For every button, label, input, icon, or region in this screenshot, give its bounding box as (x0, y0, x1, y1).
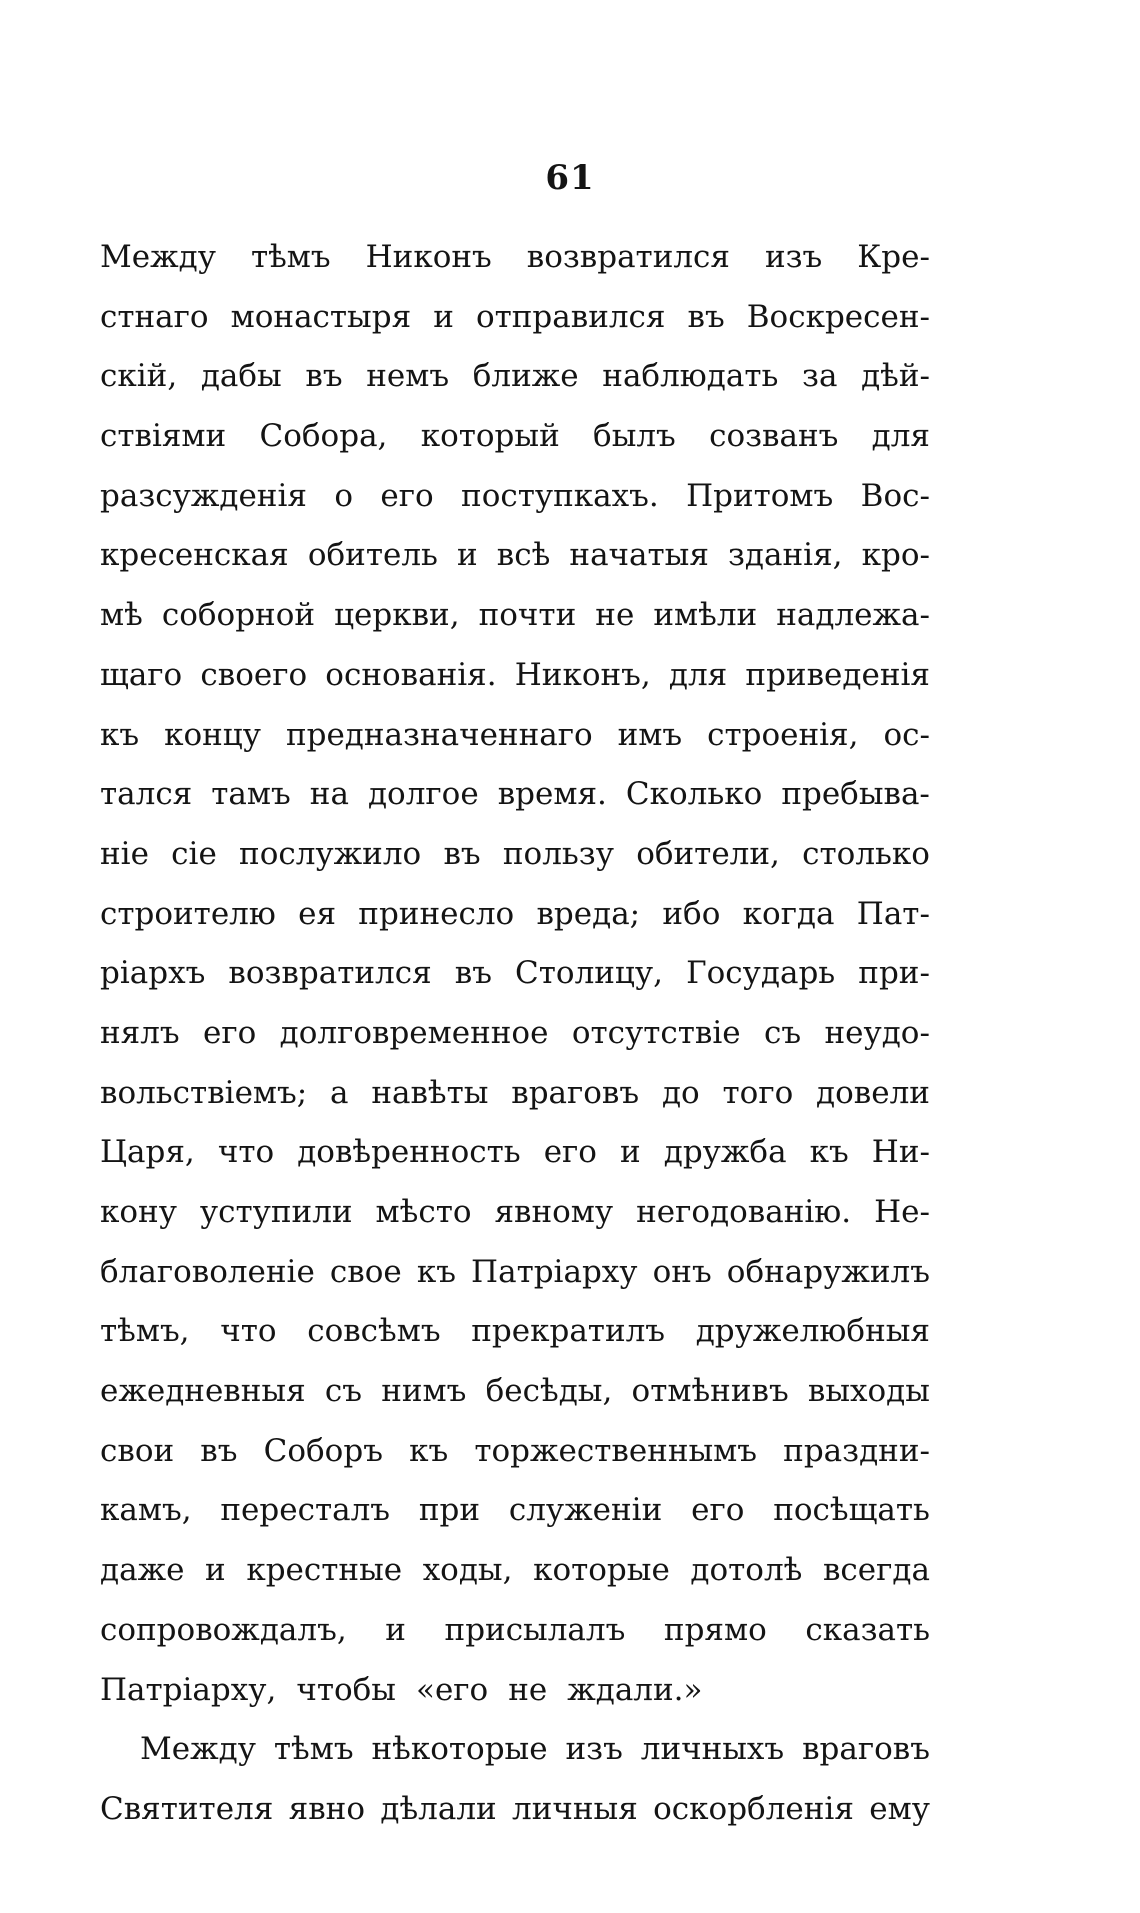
word: всѣ (496, 537, 551, 574)
word: сказать (805, 1611, 930, 1648)
word: своего (200, 656, 308, 693)
word: строенія, (707, 716, 859, 753)
word: бесѣды, (485, 1373, 613, 1410)
word: долговременное (279, 1014, 549, 1051)
word: навѣты (371, 1074, 489, 1111)
word: довѣренность (297, 1134, 521, 1171)
word: былъ (593, 418, 676, 455)
word: выходы (807, 1373, 930, 1410)
word: его (380, 477, 434, 514)
word: ходы, (422, 1552, 513, 1589)
word: возвратился (228, 955, 432, 992)
word: пребыва- (781, 776, 930, 813)
word: поступкахъ. (461, 477, 659, 514)
word: ствіями (100, 418, 227, 455)
word: праздни- (783, 1432, 930, 1469)
word: чтобы (296, 1671, 396, 1708)
word: надлежа- (776, 597, 930, 634)
word: Пат- (856, 895, 930, 932)
word: ибо (662, 895, 721, 932)
word: начатыя (569, 537, 709, 574)
word: отмѣнивъ (631, 1373, 789, 1410)
word: уступили (199, 1194, 353, 1230)
body-text (100, 228, 930, 1840)
word: оскорбленія (653, 1790, 854, 1827)
text-line (100, 706, 930, 766)
word: Столицу, (515, 955, 663, 992)
word: ближе (472, 358, 579, 395)
word: Никонъ, (514, 656, 651, 693)
word: ніе (100, 835, 149, 872)
word: враговъ (802, 1731, 930, 1768)
word: предназначеннаго (285, 716, 593, 753)
text-line (100, 1362, 930, 1422)
word: зданія, (728, 537, 843, 574)
text-line (100, 1541, 930, 1601)
word: почти (478, 597, 577, 634)
word: сопровождалъ, (100, 1611, 347, 1648)
word: служеніи (508, 1492, 663, 1529)
word: Между (100, 239, 216, 275)
word: негодованію. (636, 1194, 852, 1230)
word: къ (409, 1432, 449, 1469)
word: Никонъ (365, 239, 492, 275)
word: Притомъ (686, 477, 834, 514)
word: посѣщать (773, 1492, 930, 1529)
word: послужило (239, 835, 422, 872)
text-line (100, 526, 930, 586)
word: тѣмъ (273, 1731, 354, 1768)
word: который (420, 418, 560, 455)
word: тамъ (211, 776, 291, 813)
word: столько (802, 835, 930, 872)
word: а (330, 1074, 349, 1111)
word: неудо- (824, 1014, 930, 1051)
word: Собора, (259, 418, 388, 455)
word: о (334, 477, 353, 514)
text-line (100, 1123, 930, 1183)
word: прямо (663, 1611, 767, 1648)
word: пользу (502, 835, 614, 872)
word: отправился (475, 298, 666, 335)
word: дружелюбныя (695, 1313, 930, 1350)
word: когда (742, 895, 835, 932)
word: мѣ (100, 597, 143, 634)
word: Государь (686, 955, 836, 992)
word: вреда; (536, 895, 641, 932)
word: время. (497, 776, 607, 813)
word: не (508, 1671, 548, 1708)
word: Патріарху, (100, 1671, 277, 1708)
text-line (100, 765, 930, 825)
word: которые (533, 1552, 670, 1589)
word: Воскресен- (746, 298, 930, 335)
text-line (100, 347, 930, 407)
text-line (100, 467, 930, 527)
word: немъ (366, 358, 450, 395)
text-line (100, 825, 930, 885)
word: основанія. (325, 656, 497, 693)
word: присылалъ (444, 1611, 626, 1648)
word: отсутствіе (571, 1014, 741, 1051)
word: и (620, 1134, 641, 1171)
word: кресенская (100, 537, 289, 574)
word: и (457, 537, 478, 574)
word: враговъ (511, 1074, 640, 1111)
word: Сколько (625, 776, 763, 813)
word: въ (687, 298, 725, 335)
word: онъ (652, 1253, 712, 1290)
word: Не- (874, 1194, 930, 1230)
word: ждали.» (567, 1671, 703, 1708)
word: его (543, 1134, 597, 1171)
word: вольствіемъ; (100, 1074, 308, 1111)
word: церкви, (334, 597, 460, 634)
word: при- (858, 955, 930, 992)
text-line (100, 1720, 930, 1780)
word: явному (494, 1194, 614, 1230)
word: Патріарху (471, 1253, 638, 1290)
word: обитель (307, 537, 438, 574)
word: прекратилъ (471, 1313, 666, 1350)
text-line (100, 1302, 930, 1362)
word: строителю (100, 895, 276, 932)
word: довели (816, 1074, 930, 1111)
word: перестaлъ (220, 1492, 390, 1529)
word: Вос- (860, 477, 930, 514)
word: нимъ (381, 1373, 467, 1410)
word: кро- (861, 537, 930, 574)
word: «его (415, 1671, 489, 1708)
word: дружба (663, 1134, 787, 1171)
word: обнаружилъ (726, 1253, 930, 1290)
word: крестные (246, 1552, 403, 1589)
text-line (100, 1661, 930, 1721)
word: возвратился (526, 239, 730, 275)
text-line (100, 586, 930, 646)
word: дабы (200, 358, 282, 395)
word: Ни- (871, 1134, 930, 1171)
text-line (100, 1422, 930, 1482)
word: изъ (565, 1731, 623, 1768)
word: имъ (617, 716, 683, 753)
text-line (100, 646, 930, 706)
word: личныя (512, 1790, 638, 1827)
word: до (661, 1074, 700, 1111)
word: долгое (367, 776, 479, 813)
word: въ (200, 1432, 238, 1469)
word: дотолѣ (690, 1552, 803, 1589)
word: сіе (171, 835, 217, 872)
word: дѣй- (861, 358, 930, 395)
word: щаго (100, 656, 183, 693)
text-line (100, 1004, 930, 1064)
word: Соборъ (263, 1432, 383, 1469)
word: тѣмъ, (100, 1313, 190, 1350)
word: для (668, 656, 728, 693)
text-line (100, 1064, 930, 1124)
word: его (203, 1014, 257, 1051)
text-line (100, 1601, 930, 1661)
word: ему (869, 1790, 930, 1827)
word: и (205, 1552, 226, 1589)
word: что (220, 1313, 277, 1350)
word: Святителя (100, 1790, 274, 1827)
text-line (100, 1481, 930, 1541)
word: личныхъ (640, 1731, 785, 1768)
word: изъ (764, 239, 823, 275)
word: мѣсто (375, 1194, 472, 1230)
word: въ (454, 955, 492, 992)
text-line (100, 885, 930, 945)
word: свое (329, 1253, 402, 1290)
word: и (433, 298, 454, 335)
word: ріархъ (100, 955, 206, 992)
word: нѣкоторые (371, 1731, 548, 1768)
word: концу (164, 716, 261, 753)
word: монастыря (230, 298, 412, 335)
text-line (100, 288, 930, 348)
word: ос- (883, 716, 930, 753)
word: и (385, 1611, 406, 1648)
word: Кре- (857, 239, 930, 275)
word: что (217, 1134, 275, 1171)
word: въ (443, 835, 481, 872)
word: ежедневныя (100, 1373, 306, 1410)
word: явно (288, 1790, 365, 1827)
word: его (691, 1492, 745, 1529)
word: Между (140, 1731, 256, 1768)
word: свои (100, 1432, 175, 1469)
page-number: 61 (545, 158, 595, 198)
word: обители, (636, 835, 780, 872)
word: скій, (100, 358, 178, 395)
word: Царя, (100, 1134, 195, 1171)
word: не (595, 597, 635, 634)
word: разсужденія (100, 477, 307, 514)
word: даже (100, 1552, 185, 1589)
word: на (309, 776, 349, 813)
word: всегда (822, 1552, 930, 1589)
word: съ (324, 1373, 362, 1410)
word: къ (416, 1253, 456, 1290)
word: благоволеніе (100, 1253, 315, 1290)
word: кону (100, 1194, 177, 1230)
word: наблюдать (602, 358, 779, 395)
word: соборной (161, 597, 316, 634)
text-line (100, 1243, 930, 1303)
word: нялъ (100, 1014, 180, 1051)
word: тѣмъ (250, 239, 331, 275)
word: созванъ (709, 418, 839, 455)
word: того (722, 1074, 794, 1111)
word: принесло (358, 895, 515, 932)
word: при (418, 1492, 481, 1529)
word: съ (764, 1014, 802, 1051)
word: дѣлали (380, 1790, 497, 1827)
word: къ (809, 1134, 849, 1171)
text-line (100, 944, 930, 1004)
text-line (100, 1183, 930, 1243)
word: приведенія (745, 656, 930, 693)
word: стнаго (100, 298, 209, 335)
word: въ (305, 358, 343, 395)
word: торжественнымъ (474, 1432, 758, 1469)
word: ея (298, 895, 337, 932)
word: камъ, (100, 1492, 192, 1529)
text-line (100, 407, 930, 467)
word: къ (100, 716, 140, 753)
word: совсѣмъ (307, 1313, 441, 1350)
word: для (871, 418, 930, 455)
text-line (100, 1780, 930, 1840)
word: за (802, 358, 838, 395)
word: тался (100, 776, 193, 813)
text-line (100, 228, 930, 288)
word: имѣли (653, 597, 758, 634)
